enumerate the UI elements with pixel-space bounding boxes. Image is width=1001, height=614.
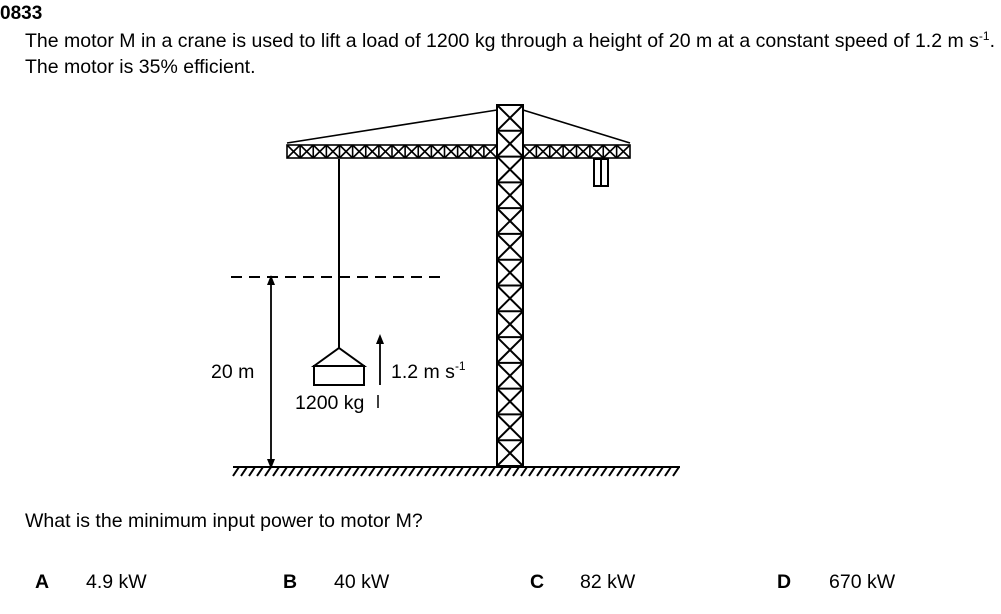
question-number: 0833 (0, 3, 43, 24)
mass-label: 1200 kg (295, 392, 365, 414)
height-label: 20 m (211, 361, 255, 383)
option-b-text[interactable]: 40 kW (334, 571, 390, 593)
counterweight (594, 159, 608, 186)
speed-label: 1.2 m $s^{-1}$ (391, 359, 466, 383)
jib-ties (287, 110, 630, 143)
option-d-letter[interactable]: D (777, 571, 792, 593)
option-b-letter[interactable]: B (283, 571, 298, 593)
question-prompt: What is the minimum input power to motor M? (25, 510, 423, 532)
ground (233, 467, 680, 476)
stem-superscript: -1 (978, 29, 990, 43)
option-a-text[interactable]: 4.9 kW (86, 571, 147, 593)
option-a-letter[interactable]: A (35, 571, 50, 593)
option-c-text[interactable]: 82 kW (580, 571, 636, 593)
hook-and-load (314, 159, 364, 385)
crane-jib (287, 145, 630, 158)
option-d-text[interactable]: 670 kW (829, 571, 896, 593)
stem-text-1: The motor M in a crane is used to lift a load of 1200 kg through a height of 20 m at a constant speed of 1.2 m s (25, 30, 979, 52)
stem-text-2: . The motor is 35% efficient. (25, 30, 995, 78)
option-c-letter[interactable]: C (530, 571, 545, 593)
crane-tower (497, 105, 523, 466)
